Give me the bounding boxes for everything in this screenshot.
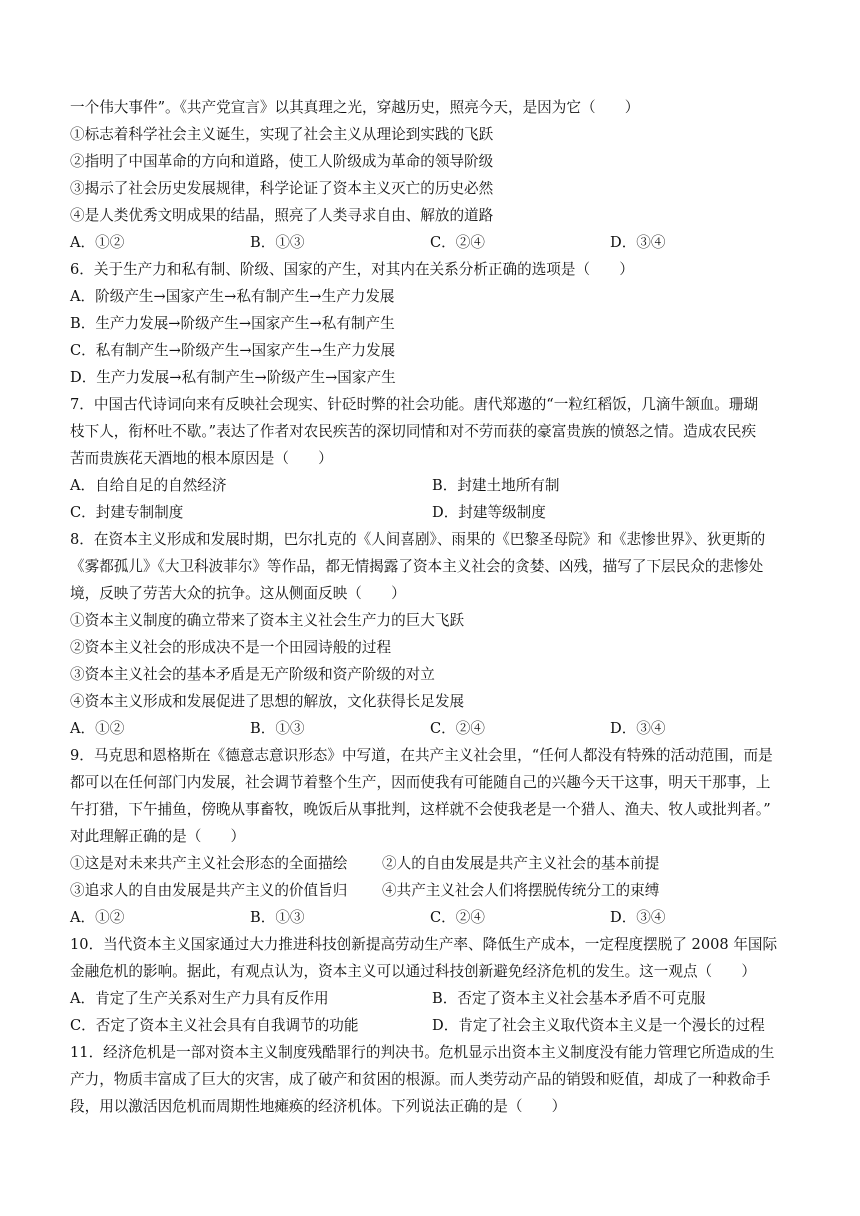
question-stem: 金融危机的影响。据此，有观点认为，资本主义可以通过科技创新避免经济危机的发生。这一观点（ ）: [70, 963, 756, 980]
option-b: B．①③: [250, 234, 305, 251]
option-c: C．封建专制制度: [70, 504, 184, 521]
option-d: D．肯定了社会主义取代资本主义是一个漫长的过程: [432, 1017, 765, 1034]
question-stem: 苦而贵族花天酒地的根本原因是（ ）: [70, 450, 333, 467]
option-d: D．③④: [610, 720, 666, 737]
option-c: C．②④: [430, 909, 485, 926]
statement-item: ③资本主义社会的基本矛盾是无产阶级和资产阶级的对立: [70, 666, 435, 683]
option-d: D．封建等级制度: [432, 504, 546, 521]
question-stem: 9．马克思和恩格斯在《德意志意识形态》中写道，在共产主义社会里，“任何人都没有特殊的活动范围，而是: [70, 747, 773, 764]
option-b: B．生产力发展→阶级产生→国家产生→私有制产生: [70, 315, 395, 332]
option-a: A．①②: [70, 234, 125, 251]
question-stem: 境，反映了劳苦大众的抗争。这从侧面反映（ ）: [70, 585, 406, 602]
answer-options: [70, 499, 792, 526]
statement-item: ②人的自由发展是共产主义社会的基本前提: [382, 855, 660, 872]
statement-pair: [70, 877, 792, 904]
option-c: C．②④: [430, 234, 485, 251]
question-stem: 产力，物质丰富成了巨大的灾害，成了破产和贫困的根源。而人类劳动产品的销毁和贬值，却成了一种救命手: [70, 1071, 771, 1088]
option-b: B．①③: [250, 720, 305, 737]
option-c: C．②④: [430, 720, 485, 737]
question-stem: 段，用以激活因危机而周期性地瘫痪的经济机体。下列说法正确的是（ ）: [70, 1098, 567, 1115]
statement-item: ①这是对未来共产主义社会形态的全面描绘: [70, 855, 348, 872]
answer-options: [70, 1012, 792, 1039]
question-7: [70, 391, 792, 526]
question-stem: 7．中国古代诗词向来有反映社会现实、针砭时弊的社会功能。唐代郑遨的“一粒红稻饭，几滴牛颔血。珊瑚: [70, 396, 759, 413]
question-stem: 都可以在任何部门内发展，社会调节着整个生产，因而使我有可能随自己的兴趣今天干这事，明天干那事，上: [70, 774, 771, 791]
exam-page: [70, 94, 792, 1120]
option-c: C．私有制产生→阶级产生→国家产生→生产力发展: [70, 342, 396, 359]
question-stem: 11．经济危机是一部对资本主义制度残酷罪行的判决书。危机显示出资本主义制度没有能力管理它所造成的生: [70, 1044, 775, 1061]
option-d: D．③④: [610, 234, 666, 251]
question-stem: 午打猎，下午捕鱼，傍晚从事畜牧，晚饭后从事批判，这样就不会使我老是一个猎人、渔夫、牧人或批判者。”: [70, 801, 771, 818]
answer-options: [70, 715, 792, 742]
statement-item: ③揭示了社会历史发展规律，科学论证了资本主义灭亡的历史必然: [70, 180, 494, 197]
question-11: [70, 1039, 792, 1120]
statement-item: ②指明了中国革命的方向和道路，使工人阶级成为革命的领导阶级: [70, 153, 494, 170]
question-5: [70, 94, 792, 256]
option-d: D．生产力发展→私有制产生→阶级产生→国家产生: [70, 369, 396, 386]
statement-item: ④是人类优秀文明成果的结晶，照亮了人类寻求自由、解放的道路: [70, 207, 494, 224]
statement-item: ①标志着科学社会主义诞生，实现了社会主义从理论到实践的飞跃: [70, 126, 494, 143]
statement-item: ④资本主义形成和发展促进了思想的解放，文化获得长足发展: [70, 693, 465, 710]
answer-options: [70, 985, 792, 1012]
question-stem: 10．当代资本主义国家通过大力推进科技创新提高劳动生产率、降低生产成本，一定程度摆脱了 2008 年国际: [70, 936, 778, 953]
statement-item: ①资本主义制度的确立带来了资本主义社会生产力的巨大飞跃: [70, 612, 465, 629]
statement-item: ②资本主义社会的形成决不是一个田园诗般的过程: [70, 639, 392, 656]
question-stem: 一个伟大事件”。《共产党宣言》以其真理之光，穿越历史，照亮今天，是因为它（ ）: [70, 99, 640, 116]
option-b: B．否定了资本主义社会基本矛盾不可克服: [432, 990, 706, 1007]
option-b: B．封建土地所有制: [432, 477, 560, 494]
answer-options: [70, 472, 792, 499]
option-c: C．否定了资本主义社会具有自我调节的功能: [70, 1017, 359, 1034]
answer-options: [70, 904, 792, 931]
answer-options: [70, 229, 792, 256]
option-a: A．自给自足的自然经济: [70, 477, 227, 494]
option-d: D．③④: [610, 909, 666, 926]
statement-item: ③追求人的自由发展是共产主义的价值旨归: [70, 882, 348, 899]
question-stem: 对此理解正确的是（ ）: [70, 828, 246, 845]
question-6: [70, 256, 792, 391]
statement-item: ④共产主义社会人们将摆脱传统分工的束缚: [382, 882, 660, 899]
question-stem: 《雾都孤儿》《大卫科波菲尔》等作品，都无情揭露了资本主义社会的贪婪、凶残，描写了下层民众的悲惨处: [70, 558, 764, 575]
option-b: B．①③: [250, 909, 305, 926]
statement-pair: [70, 850, 792, 877]
question-9: [70, 742, 792, 931]
option-a: A．阶级产生→国家产生→私有制产生→生产力发展: [70, 288, 395, 305]
option-a: A．①②: [70, 720, 125, 737]
question-stem: 6．关于生产力和私有制、阶级、国家的产生，对其内在关系分析正确的选项是（ ）: [70, 261, 634, 278]
question-10: [70, 931, 792, 1039]
question-stem: 8．在资本主义形成和发展时期，巴尔扎克的《人间喜剧》、雨果的《巴黎圣母院》和《悲惨世界》、狄更斯的: [70, 531, 766, 548]
question-8: [70, 526, 792, 742]
question-stem: 枝下人，衔杯吐不歇。”表达了作者对农民疾苦的深切同情和对不劳而获的豪富贵族的愤怒之情。造成农民疾: [70, 423, 757, 440]
option-a: A．①②: [70, 909, 125, 926]
option-a: A．肯定了生产关系对生产力具有反作用: [70, 990, 329, 1007]
